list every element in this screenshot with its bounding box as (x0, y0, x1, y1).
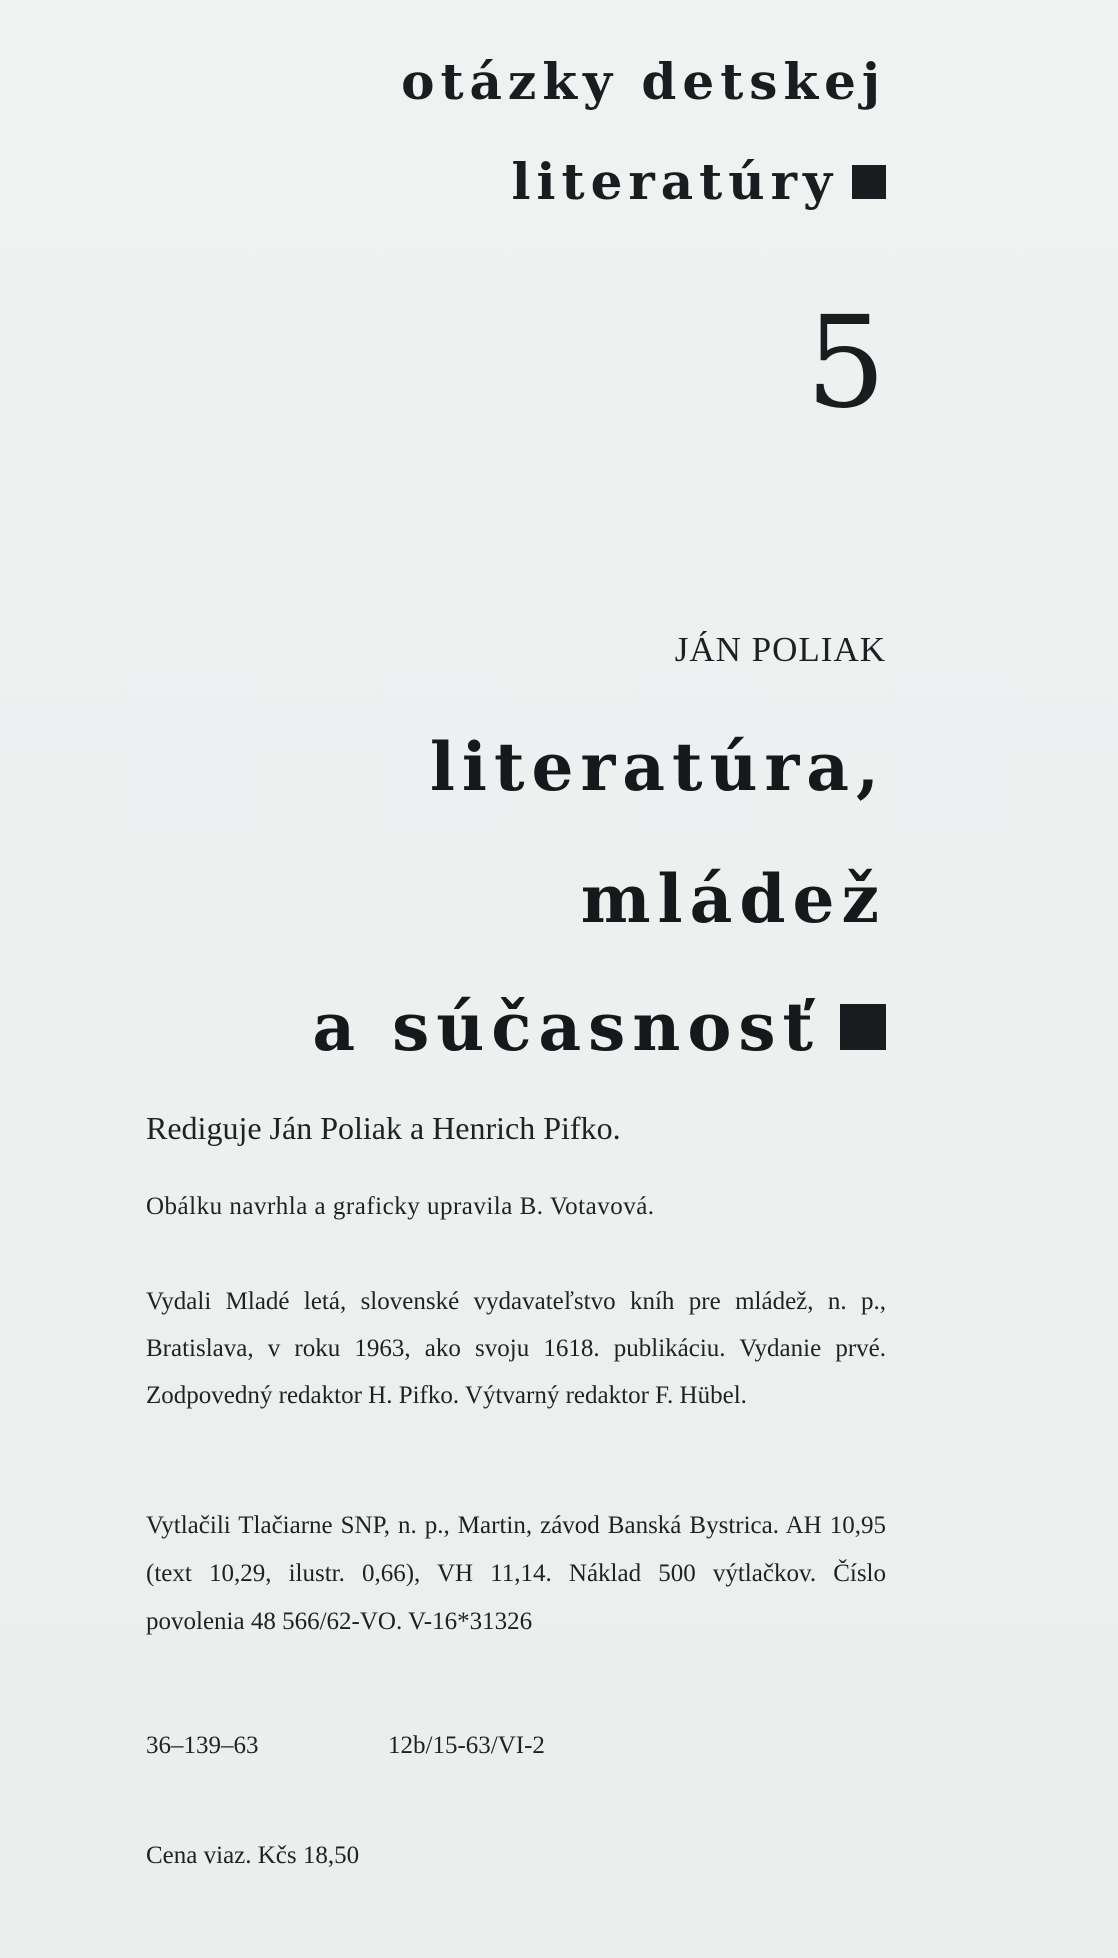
series-title-line-2-text: literatúry (511, 152, 838, 211)
book-title-line-3 (312, 988, 886, 1066)
series-title-line-2 (512, 152, 886, 211)
editors-note: Rediguje Ján Poliak a Henrich Pifko. (146, 1110, 621, 1146)
publisher-note: Vydali Mladé letá, slovenské vydavateľstvo kníh pre mládež, n. p., Bratislava, v roku 1963, ako svoju 1618. publikáciu. Vydanie prvé. Zodpovedný redaktor H. Pifko. Výtvarný redaktor F. Hübel. (146, 1288, 886, 1409)
author-name: JÁN POLIAK (674, 630, 886, 669)
black-square-icon (852, 165, 886, 199)
price-note: Cena viaz. Kčs 18,50 (146, 1842, 360, 1869)
volume-number: 5 (805, 289, 886, 436)
catalog-code: 36–139–63 (146, 1732, 259, 1759)
printer-note: Vytlačili Tlačiarne SNP, n. p., Martin, závod Banská Bystrica. AH 10,95 (text 10,29, ilustr. 0,66), VH 11,14. Náklad 500 výtlačkov. Číslo povolenia 48 566/62-VO. V-16*31326 (146, 1512, 886, 1635)
book-title-line-2: mládež (580, 860, 886, 938)
black-square-icon (840, 1004, 886, 1050)
book-title-line-3-text: a súčasnosť (312, 988, 820, 1066)
series-title-line-1: otázky detskej (401, 52, 886, 111)
print-order-code: 12b/15-63/VI-2 (388, 1732, 545, 1759)
book-title-line-1: literatúra, (429, 728, 886, 806)
cover-design-note: Obálku navrhla a graficky upravila B. Votavová. (146, 1193, 655, 1220)
